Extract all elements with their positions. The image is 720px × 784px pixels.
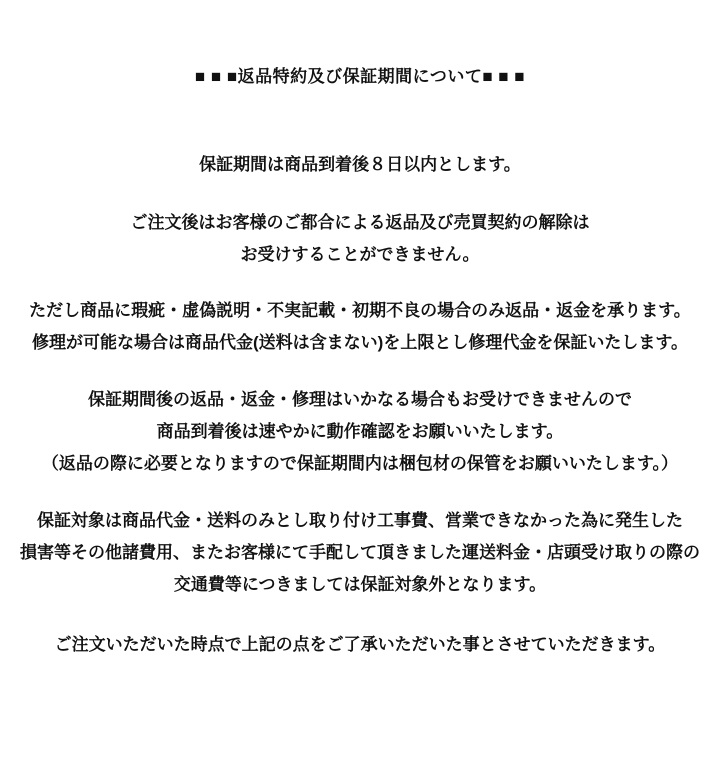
return-policy-notice [0, 64, 720, 661]
notice-line: 保証対象は商品代金・送料のみとし取り付け工事費、営業できなかった為に発生した [37, 511, 683, 530]
notice-line: お受けすることができません。 [240, 245, 480, 264]
notice-title: ■ ■ ■返品特約及び保証期間について■ ■ ■ [194, 67, 526, 86]
paragraph-warranty-period [0, 149, 720, 181]
notice-line: 保証期間後の返品・返金・修理はいかなる場合もお受けできませんので [88, 390, 632, 409]
notice-line: 商品到着後は速やかに動作確認をお願いいたします。 [156, 422, 564, 441]
notice-line: ただし商品に瑕疵・虚偽説明・不実記載・初期不良の場合のみ返品・返金を承ります。 [29, 301, 691, 320]
notice-line: 損害等その他諸費用、またお客様にて手配して頂きました運送料金・店頭受け取りの際の [20, 543, 700, 562]
paragraph-warranty-scope [0, 505, 720, 601]
notice-line: 修理が可能な場合は商品代金(送料は含まない)を上限とし修理代金を保証いたします。 [32, 333, 688, 352]
notice-line: ご注文いただいた時点で上記の点をご了承いただいた事とさせていただきます。 [54, 635, 666, 654]
paragraph-order-acknowledgement [0, 629, 720, 661]
notice-line: ご注文後はお客様のご都合による返品及び売買契約の解除は [130, 213, 590, 232]
notice-line: （返品の際に必要となりますので保証期間内は梱包材の保管をお願いいたします。） [41, 454, 679, 473]
notice-line: 保証期間は商品到着後８日以内とします。 [199, 155, 521, 174]
paragraph-defect-returns [0, 295, 720, 359]
paragraph-no-customer-convenience-returns [0, 207, 720, 271]
paragraph-after-warranty [0, 384, 720, 480]
notice-line: 交通費等につきましては保証対象外となります。 [173, 575, 547, 594]
